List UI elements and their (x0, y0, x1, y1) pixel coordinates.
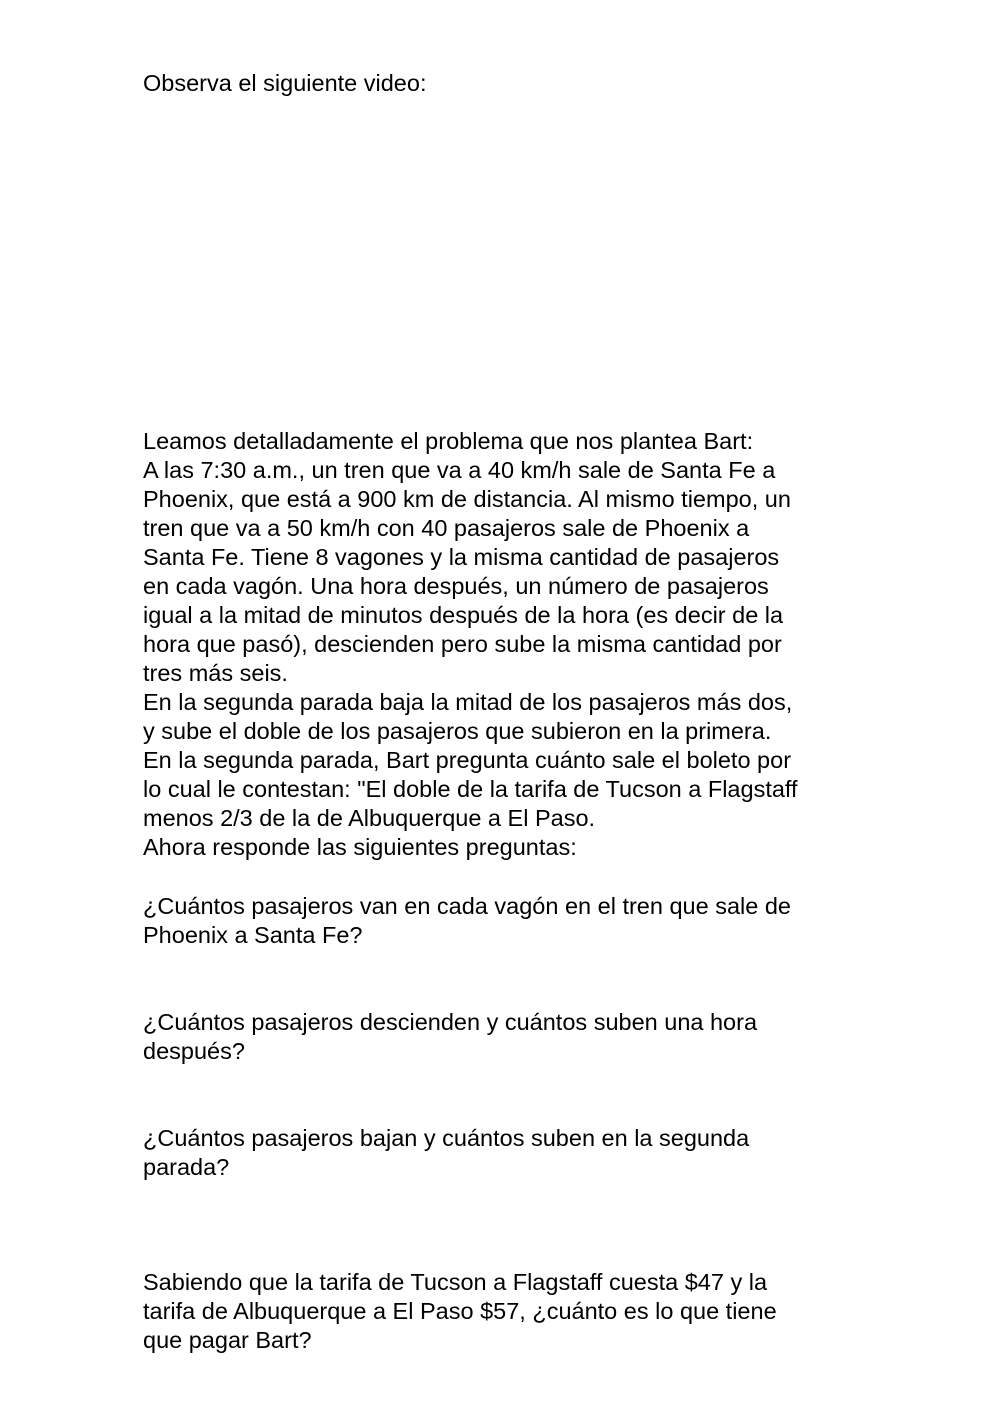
question-line: Phoenix a Santa Fe? (143, 922, 363, 948)
question-line: después? (143, 1038, 245, 1064)
problem-line: lo cual le contestan: "El doble de la tarifa de Tucson a Flagstaff (143, 776, 798, 802)
problem-line: A las 7:30 a.m., un tren que va a 40 km/h sale de Santa Fe a (143, 457, 776, 483)
question-line: parada? (143, 1154, 230, 1180)
problem-line: igual a la mitad de minutos después de la hora (es decir de la (143, 602, 784, 628)
video-placeholder[interactable] (143, 110, 853, 410)
problem-line: y sube el doble de los pasajeros que subieron en la primera. (143, 718, 772, 744)
problem-line: Ahora responde las siguientes preguntas: (143, 834, 577, 860)
problem-line: en cada vagón. Una hora después, un número de pasajeros (143, 573, 769, 599)
question-line: ¿Cuántos pasajeros bajan y cuántos suben en la segunda (143, 1125, 750, 1151)
problem-line: menos 2/3 de la de Albuquerque a El Paso. (143, 805, 596, 831)
problem-line: tres más seis. (143, 660, 288, 686)
question-line: Sabiendo que la tarifa de Tucson a Flagstaff cuesta $47 y la (143, 1269, 768, 1295)
problem-line: Leamos detalladamente el problema que nos plantea Bart: (143, 428, 754, 454)
problem-line: Santa Fe. Tiene 8 vagones y la misma cantidad de pasajeros (143, 544, 780, 570)
problem-line: tren que va a 50 km/h con 40 pasajeros sale de Phoenix a (143, 515, 750, 541)
question-line: que pagar Bart? (143, 1327, 312, 1353)
problem-line: En la segunda parada baja la mitad de los pasajeros más dos, (143, 689, 793, 715)
problem-line: hora que pasó), descienden pero sube la misma cantidad por (143, 631, 782, 657)
video-instruction: Observa el siguiente video: (143, 70, 427, 96)
question-line: ¿Cuántos pasajeros descienden y cuántos suben una hora (143, 1009, 758, 1035)
problem-line: En la segunda parada, Bart pregunta cuánto sale el boleto por (143, 747, 792, 773)
problem-line: Phoenix, que está a 900 km de distancia. Al mismo tiempo, un (143, 486, 791, 512)
question-line: ¿Cuántos pasajeros van en cada vagón en el tren que sale de (143, 893, 791, 919)
question-line: tarifa de Albuquerque a El Paso $57, ¿cuánto es lo que tiene (143, 1298, 777, 1324)
